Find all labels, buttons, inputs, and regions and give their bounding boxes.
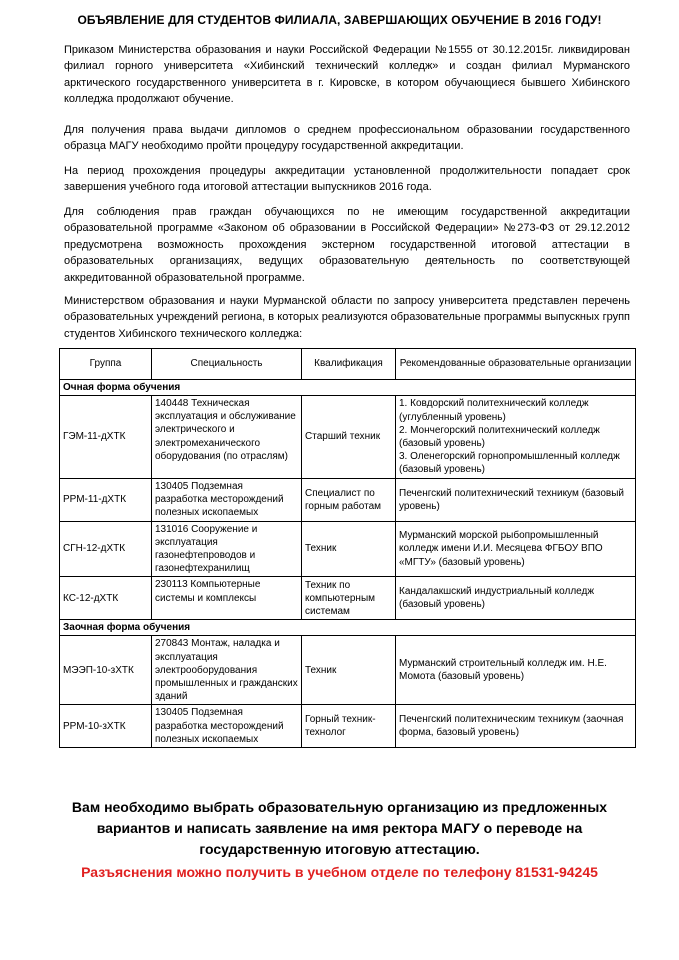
- header-qualification: Квалификация: [302, 349, 396, 380]
- cell-group: МЭЭП-10-зХТК: [60, 636, 152, 705]
- cell-group: ГЭМ-11-дХТК: [60, 396, 152, 479]
- cell-group: РРМ-10-зХТК: [60, 705, 152, 748]
- paragraph-ministry-list: Министерством образования и науки Мурманской области по запросу университета представлен перечень образовательных учреждений региона, в которых реализуются образовательные программы выпускных групп студентов Хибинского технического колледжа:: [64, 295, 630, 340]
- paragraph-accreditation-period: На период прохождения процедуры аккредитации установленной продолжительности попадает срок завершения учебного года итоговой аттестации выпускников 2016 года.: [64, 165, 630, 194]
- table-row: [60, 705, 636, 748]
- cell-organizations: Мурманский строительный колледж им. Н.Е. Момота (базовый уровень): [396, 636, 636, 705]
- section-label: Очная форма обучения: [60, 380, 636, 396]
- table-row: [60, 577, 636, 620]
- table-row: [60, 521, 636, 577]
- table-row: [60, 636, 636, 705]
- cell-specialty: 130405 Подземная разработка месторождений полезных ископаемых: [152, 479, 302, 522]
- table-row: [60, 396, 636, 479]
- cell-group: СГН-12-дХТК: [60, 521, 152, 577]
- cell-qualification: Специалист по горным работам: [302, 479, 396, 522]
- paragraph-rights: Для соблюдения прав граждан обучающихся по не имеющим государственной аккредитации образовательной программе «Законом об образовании в Российской Федерации» №273-ФЗ от 29.12.2012 предусмотрена возможность прохождения экстерном государственной итоговой аттестации в образовательных организациях, ведущих образовательную деятельность по соответствующей аккредитованной образовательной программе.: [64, 206, 630, 284]
- cell-specialty: 140448 Техническая эксплуатация и обслуживание электрического и электромеханического оборудования (по отраслям): [152, 396, 302, 479]
- cell-qualification: Техник: [302, 521, 396, 577]
- call-to-action: Вам необходимо выбрать образовательную организацию из предложенных вариантов и написать заявление на имя ректора МАГУ о переводе на государственную итоговую аттестацию.: [71, 799, 608, 857]
- section-label: Заочная форма обучения: [60, 620, 636, 636]
- header-organizations: Рекомендованные образовательные организации: [396, 349, 636, 380]
- table-header-row: [60, 349, 636, 380]
- cell-qualification: Техник: [302, 636, 396, 705]
- cell-specialty: 130405 Подземная разработка месторождений полезных ископаемых: [152, 705, 302, 748]
- table-body: [60, 380, 636, 748]
- table-section-row: [60, 620, 636, 636]
- cell-organizations: Печенгский политехнический техникум (базовый уровень): [396, 479, 636, 522]
- cell-group: КС-12-дХТК: [60, 577, 152, 620]
- cell-group: РРМ-11-дХТК: [60, 479, 152, 522]
- cell-specialty: 270843 Монтаж, наладка и эксплуатация электрооборудования промышленных и гражданских зданий: [152, 636, 302, 705]
- cell-specialty: 131016 Сооружение и эксплуатация газонефтепроводов и газонефтехранилищ: [152, 521, 302, 577]
- cell-specialty: 230113 Компьютерные системы и комплексы: [152, 577, 302, 620]
- table-row: [60, 479, 636, 522]
- cell-organizations: Мурманский морской рыбопромышленный колледж имени И.И. Месяцева ФГБОУ ВПО «МГТУ» (базовый уровень): [396, 521, 636, 577]
- cell-organizations: Печенгский политехническим техникум (заочная форма, базовый уровень): [396, 705, 636, 748]
- cell-qualification: Горный техник-технолог: [302, 705, 396, 748]
- cell-qualification: Старший техник: [302, 396, 396, 479]
- header-group: Группа: [60, 349, 152, 380]
- paragraph-liquidation: Приказом Министерства образования и науки Российской Федерации №1555 от 30.12.2015г. ликвидирован филиал горного университета «Хибинский технический колледж» и создан филиал Мурманского арктического государственного университета в г. Кировске, в котором обучающиеся бывшего Хибинского колледжа продолжают обучение.: [64, 44, 630, 106]
- contact-note: Разъяснения можно получить в учебном отделе по телефону 81531-94245: [81, 864, 598, 880]
- cell-qualification: Техник по компьютерным системам: [302, 577, 396, 620]
- paragraph-diplomas: Для получения права выдачи дипломов о среднем профессиональном образовании государственного образца МАГУ необходимо пройти процедуру государственной аккредитации.: [64, 124, 630, 153]
- announcement-title: ОБЪЯВЛЕНИЕ ДЛЯ СТУДЕНТОВ ФИЛИАЛА, ЗАВЕРШАЮЩИХ ОБУЧЕНИЕ В 2016 ГОДУ!: [77, 13, 602, 27]
- programs-table: [59, 348, 636, 748]
- cell-organizations: 1. Ковдорский политехнический колледж (углубленный уровень) 2. Мончегорский политехнический колледж (базовый уровень) 3. Оленегорский горнопромышленный колледж (базовый уровень): [396, 396, 636, 479]
- table-section-row: [60, 380, 636, 396]
- cell-organizations: Кандалакшский индустриальный колледж (базовый уровень): [396, 577, 636, 620]
- header-specialty: Специальность: [152, 349, 302, 380]
